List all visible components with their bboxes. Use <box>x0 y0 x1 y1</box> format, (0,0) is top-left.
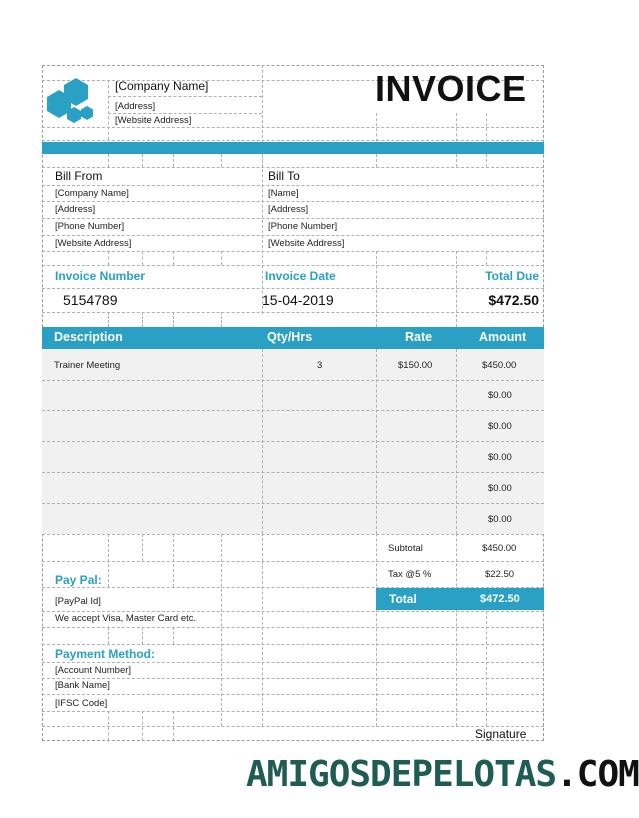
grid-line <box>173 627 174 644</box>
grid-line <box>42 127 544 128</box>
watermark-tld: .COM <box>556 754 639 795</box>
grid-line <box>221 534 222 726</box>
watermark-name: AMIGOSDEPELOTAS <box>246 754 557 795</box>
paypal-id: [PayPal Id] <box>55 596 101 607</box>
grid-line <box>42 711 544 712</box>
grid-line <box>42 235 544 236</box>
grid-line <box>173 251 174 265</box>
bill-from-website: [Website Address] <box>55 238 132 249</box>
invoice-date-label: Invoice Date <box>265 269 336 283</box>
grid-line <box>42 644 544 645</box>
grid-line <box>221 251 222 265</box>
row-2-amount: $0.00 <box>488 390 512 401</box>
payment-account: [Account Number] <box>55 665 132 676</box>
grid-line <box>42 410 544 411</box>
row-1-description: Trainer Meeting <box>54 360 121 371</box>
grid-line <box>42 694 544 695</box>
subtotal-value: $450.00 <box>482 543 517 554</box>
total-due-label: Total Due <box>485 269 539 283</box>
subtotal-label: Subtotal <box>388 543 423 554</box>
grid-line <box>42 627 544 628</box>
grid-line <box>376 154 377 167</box>
header-address: [Address] <box>115 101 156 112</box>
total-label: Total <box>389 592 417 606</box>
items-table-header <box>42 327 544 349</box>
grid-line <box>42 561 544 562</box>
row-6-amount: $0.00 <box>488 514 512 525</box>
grid-line <box>42 441 544 442</box>
grid-line <box>486 154 487 167</box>
grid-line <box>42 312 544 313</box>
grid-line <box>376 251 377 327</box>
row-1-qty: 3 <box>317 360 323 371</box>
bill-from-company: [Company Name] <box>55 188 129 199</box>
grid-line <box>108 312 109 327</box>
company-logo <box>44 76 96 126</box>
grid-line <box>42 185 544 186</box>
invoice-number-value: 5154789 <box>63 292 118 308</box>
grid-line <box>42 251 544 252</box>
grid-line <box>173 711 174 741</box>
col-description: Description <box>54 330 123 344</box>
grid-line <box>42 288 544 289</box>
payment-heading: Payment Method: <box>55 647 156 661</box>
signature-label: Signature <box>475 727 527 741</box>
grid-line <box>42 167 544 168</box>
tax-value: $22.50 <box>485 569 515 580</box>
header-company-name: [Company Name] <box>115 79 209 93</box>
grid-line <box>42 611 544 612</box>
bill-from-address: [Address] <box>55 204 96 215</box>
tax-label: Tax @5 % <box>388 569 432 580</box>
grid-line <box>376 349 377 534</box>
grid-line <box>108 154 109 167</box>
paypal-heading: Pay Pal: <box>55 573 102 587</box>
grid-line <box>456 251 457 327</box>
grid-line <box>262 561 263 726</box>
grid-line <box>108 113 262 114</box>
grid-line <box>221 154 222 167</box>
grid-line <box>42 140 544 141</box>
row-4-amount: $0.00 <box>488 452 512 463</box>
grid-line <box>456 349 457 534</box>
row-5-amount: $0.00 <box>488 483 512 494</box>
grid-line <box>456 154 457 167</box>
site-watermark <box>246 754 639 795</box>
grid-line <box>42 678 544 679</box>
grid-line <box>173 312 174 327</box>
paypal-note: We accept Visa, Master Card etc. <box>55 613 197 624</box>
grid-line <box>142 312 143 327</box>
grid-line <box>108 534 109 587</box>
header-website: [Website Address] <box>115 115 192 126</box>
invoice-date-value: 15-04-2019 <box>262 292 334 308</box>
bill-from-heading: Bill From <box>55 169 103 183</box>
grid-line <box>173 534 174 587</box>
grid-line <box>142 251 143 265</box>
grid-line <box>42 380 544 381</box>
bill-to-website: [Website Address] <box>268 238 345 249</box>
total-value: $472.50 <box>480 593 520 605</box>
grid-line <box>42 218 544 219</box>
grid-line <box>262 154 263 314</box>
grid-line <box>42 472 544 473</box>
col-amount: Amount <box>479 330 527 344</box>
bill-to-name: [Name] <box>268 188 299 199</box>
row-3-amount: $0.00 <box>488 421 512 432</box>
grid-line <box>42 534 544 535</box>
grid-line <box>142 711 143 741</box>
grid-line <box>221 312 222 327</box>
grid-line <box>142 154 143 167</box>
payment-bank: [Bank Name] <box>55 680 110 691</box>
grid-line <box>486 611 487 726</box>
grid-line <box>108 251 109 265</box>
grid-line <box>173 154 174 167</box>
row-1-amount: $450.00 <box>482 360 517 371</box>
grid-line <box>142 627 143 644</box>
grid-line <box>42 265 544 266</box>
bill-to-phone: [Phone Number] <box>268 221 338 232</box>
bill-to-address: [Address] <box>268 204 309 215</box>
grid-line <box>108 96 262 97</box>
invoice-title: INVOICE <box>375 68 527 109</box>
bill-to-heading: Bill To <box>268 169 300 183</box>
grid-line <box>42 662 544 663</box>
grid-line <box>42 201 544 202</box>
payment-ifsc: [IFSC Code] <box>55 698 108 709</box>
grid-line <box>108 627 109 644</box>
total-row <box>376 588 544 610</box>
bill-from-phone: [Phone Number] <box>55 221 125 232</box>
row-1-rate: $150.00 <box>398 360 433 371</box>
grid-line <box>42 726 544 727</box>
accent-band <box>42 142 544 154</box>
grid-line <box>142 534 143 561</box>
col-rate: Rate <box>405 330 433 344</box>
grid-line <box>108 80 109 140</box>
grid-line <box>108 711 109 741</box>
total-due-value: $472.50 <box>488 292 539 308</box>
grid-line <box>262 349 263 534</box>
grid-line <box>42 503 544 504</box>
col-qty: Qty/Hrs <box>267 330 313 344</box>
grid-line <box>486 251 487 265</box>
invoice-number-label: Invoice Number <box>55 269 146 283</box>
